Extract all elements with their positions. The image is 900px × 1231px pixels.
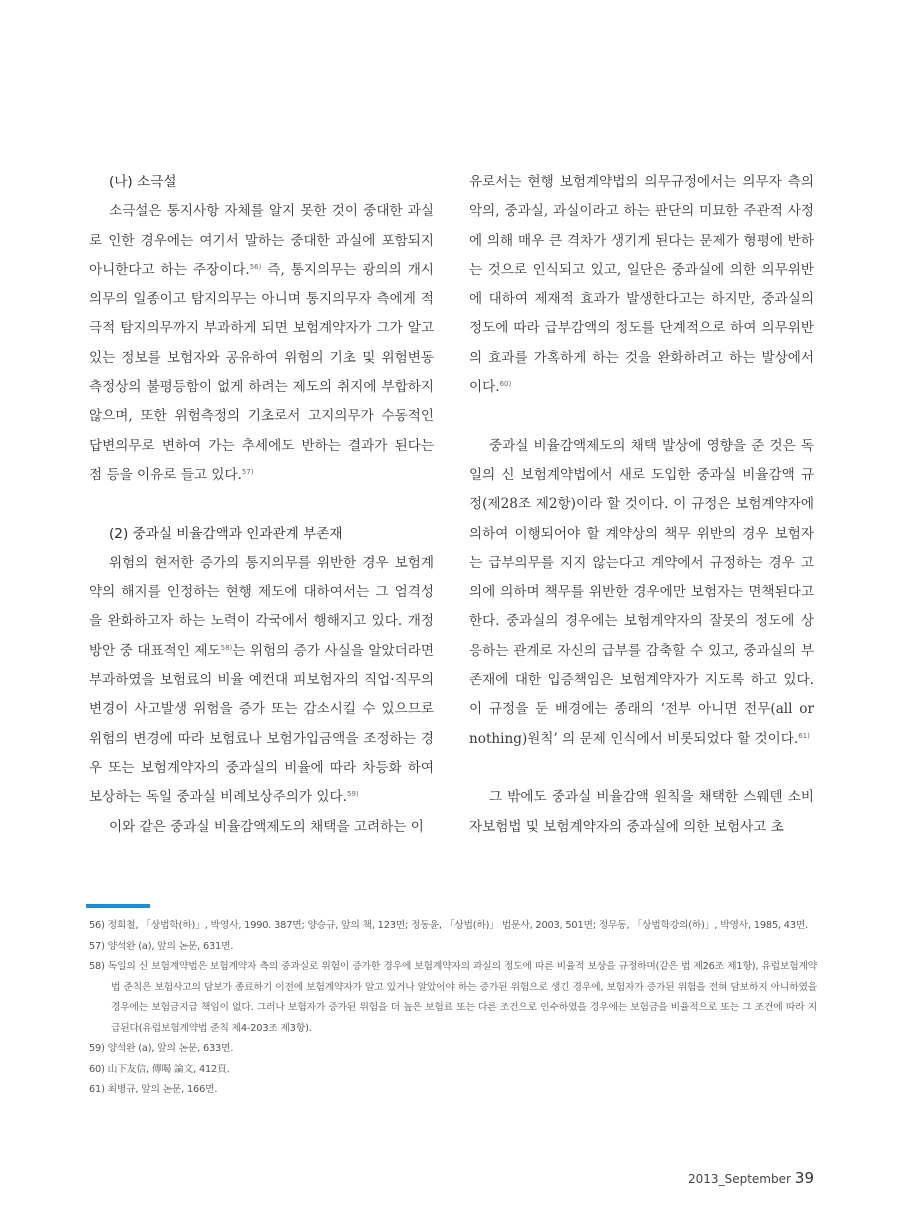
left-column [89, 168, 434, 842]
page-number: 39 [794, 1169, 814, 1187]
section-heading-gross-negligence: (2) 중과실 비율감액과 인과관계 부존재 [109, 525, 343, 542]
footnote-divider [86, 904, 150, 908]
paragraph-text: 즉, 통지의무는 광의의 개시의무의 일종이고 탐지의무는 아니며 통지의무자 측에게 적극적 탐지의무까지 부과하게 되면 보험계약자가 그가 알고 있는 정보를 보험자와 공유하여 위험의 기초 및 위험변동 측정상의 불평등함이 없게 하려는 제도의 취지에 부합하지 않으며, 또한 위험측정의 기초로서 고지의무가 수동적인 답변의무로 변하여 가는 추세에도 반하는 결과가 된다는 점 등을 이유로 들고 있다. [89, 261, 434, 483]
right-column [469, 168, 814, 842]
footnote-56: 56) 정희철, 「상법학(하)」, 박영사, 1990. 387면; 양승규, 앞의 책, 123면; 정동윤, 「상법(하)」 법문사, 2003, 501면; 정무동, 「상법학강의(하)」, 박영사, 1985, 43면. [89, 920, 809, 931]
footnote-ref-58[interactable]: 58) [220, 643, 233, 652]
paragraph-text: 유로서는 현행 보험계약법의 의무규정에서는 의무자 측의 악의, 중과실, 과실이라고 하는 판단의 미묘한 주관적 사정에 의해 매우 큰 격차가 생기게 된다는 문제가 형평에 반하는 것으로 인식되고 있고, 일단은 중과실에 의한 의무위반에 대하여 제재적 효과가 발생한다고는 하지만, 중과실의 정도에 따라 급부감액의 정도를 단계적으로 하여 의무위반의 효과를 가혹하게 하는 것을 완화하려고 하는 발상에서이다. [469, 174, 814, 396]
paragraph-text: 는 위험의 증가 사실을 알았더라면 부과하였을 보험료의 비율 예컨대 피보험자의 직업·직무의 변경이 사고발생 위험을 증가 또는 감소시킬 수 있으므로 위험의 변경에 따라 보험료나 보험가입금액을 조정하는 경우 또는 보험계약자의 중과실의 비율에 따라 차등화 하여 보상하는 독일 중과실 비례보상주의가 있다. [89, 642, 434, 806]
footnote-ref-61[interactable]: 61) [798, 731, 810, 740]
paragraph: 이와 같은 중과실 비율감액제도의 채택을 고려하는 이 [109, 818, 424, 835]
footnote-59: 59) 양석완 (a), 앞의 논문, 633면. [89, 1043, 234, 1054]
footnote-57: 57) 양석완 (a), 앞의 논문, 631면. [89, 940, 234, 952]
footnote-ref-60[interactable]: 60) [499, 380, 512, 389]
paragraph [469, 168, 814, 402]
paragraph-text: 소극설은 통지사항 자체를 알지 못한 것이 중대한 과실로 인한 경우에는 여기서 말하는 중대한 과실에 포함되지 아니한다고 하는 주장이다. [89, 203, 434, 278]
page-footer [688, 1168, 814, 1187]
section-heading-negative-theory: (나) 소극설 [109, 174, 177, 190]
paragraph [89, 197, 434, 490]
footnote-60: 60) 山下友信, 傳喝 論文, 412頁. [89, 1063, 230, 1075]
footnote-ref-57[interactable]: 57) [241, 467, 254, 476]
paragraph [89, 549, 434, 813]
footnote-ref-59[interactable]: 59) [346, 790, 359, 799]
paragraph: 그 밖에도 중과실 비율감액 원칙을 채택한 스웨덴 소비자보험법 및 보험계약자의 중과실에 의한 보험사고 초 [469, 789, 814, 835]
issue-label: 2013_September [688, 1172, 791, 1186]
footnotes [89, 916, 817, 1101]
footnote-ref-56[interactable]: 56) [249, 262, 262, 271]
footnote-61: 61) 최병규, 앞의 논문, 166면. [89, 1084, 218, 1095]
footnote-58: 58) 독일의 신 보험계약법은 보험계약자 측의 중과실로 위험이 증가한 경우에 보험계약자의 과실의 정도에 따른 비율적 보상을 규정하며(같은 법 제26조 제1항), 유럽보험계약법 준칙은 보험사고의 담보가 종료하기 이전에 보험계약자가 알고 있거나 알았어야 하는 증가된 위험으로 생긴 경우에, 보험자가 증가된 위험을 전혀 담보하지 아니하였을 경우에는 보험금지급 책임이 없다. 그러나 보험자가 증가된 위험을 더 높은 보험료 또는 다른 조건으로 인수하였을 경우에는 보험금을 비율적으로 또는 그 조건에 따라 지급된다(유럽보험계약법 준칙 제4-203조 제3항). [89, 961, 817, 1034]
paragraph-text: 중과실 비율감액제도의 채택 발상에 영향을 준 것은 독일의 신 보험계약법에서 새로 도입한 중과실 비율감액 규정(제28조 제2항)이라 할 것이다. 이 규정은 보험계약자에 의하여 이행되어야 할 계약상의 책무 위반의 경우 보험자는 급부의무를 지지 않는다고 계약에서 규정하는 경우 고의에 의하며 책무를 위반한 경우에만 보험자는 면책된다고 한다. 중과실의 경우에는 보험계약자의 잘못의 정도에 상응하는 관계로 자신의 급부를 감축할 수 있고, 중과실의 부존재에 대한 입증책임은 보험계약자가 지도록 하고 있다. 이 규정을 둔 배경에는 종래의 ‘전부 아니면 전무(all or nothing)원칙’ 의 문제 인식에서 비롯되었다 할 것이다. [469, 437, 814, 747]
paragraph [469, 432, 814, 754]
paragraph-text: 위험의 현저한 증가의 통지의무를 위반한 경우 보험계약의 해지를 인정하는 현행 제도에 대하여서는 그 엄격성을 완화하고자 하는 노력이 각국에서 행해지고 있다. 개정방안 중 대표적인 제도 [89, 554, 434, 659]
